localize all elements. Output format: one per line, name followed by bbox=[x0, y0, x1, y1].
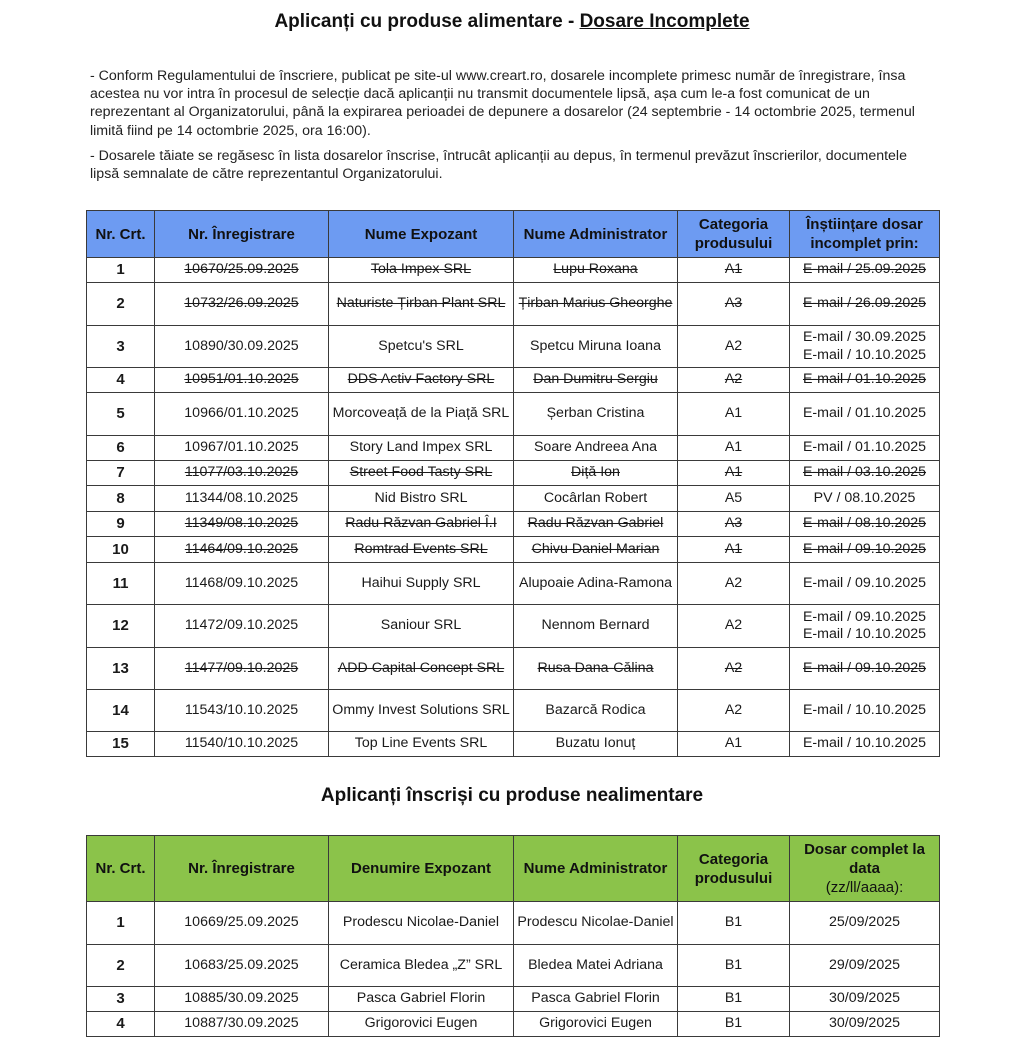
product-category-cell bbox=[678, 368, 790, 393]
administrator-name: Bazarcă Rodica bbox=[545, 701, 646, 718]
exhibitor-name-cell bbox=[329, 461, 514, 486]
col-categoria: Categoria produsului bbox=[678, 211, 790, 258]
table-row bbox=[87, 512, 940, 537]
product-category: A1 bbox=[724, 540, 743, 557]
registration-number-cell bbox=[155, 987, 329, 1012]
administrator-name-cell bbox=[514, 1012, 678, 1037]
notification-cell bbox=[790, 393, 940, 436]
row-number-cell bbox=[87, 258, 155, 283]
administrator-name: Soare Andreea Ana bbox=[533, 439, 658, 456]
administrator-name-cell bbox=[514, 326, 678, 368]
administrator-name: Rusa Dana-Călina bbox=[537, 659, 654, 676]
product-category-cell bbox=[678, 945, 790, 987]
product-category: A5 bbox=[724, 489, 743, 506]
row-number-cell bbox=[87, 461, 155, 486]
col-instiintare: Înștiințare dosar incomplet prin: bbox=[790, 211, 940, 258]
product-category-cell bbox=[678, 436, 790, 461]
col-dosar-complet-label: Dosar complet la data bbox=[804, 841, 925, 877]
notification-cell bbox=[790, 436, 940, 461]
exhibitor-name: DDS Activ Factory SRL bbox=[347, 371, 495, 388]
table-row bbox=[87, 436, 940, 461]
intro-paragraph-2: - Dosarele tăiate se regăsesc în lista dosarelor înscrise, întrucât aplicanții au depus, în termenul prevăzut înscrierilor, documentele lipsă semnalate de către reprezentantul Organizatorului. bbox=[90, 147, 907, 183]
administrator-name-cell bbox=[514, 605, 678, 648]
product-category: A2 bbox=[724, 659, 743, 676]
product-category-cell bbox=[678, 563, 790, 605]
registration-number: 10966/01.10.2025 bbox=[184, 405, 299, 422]
exhibitor-name-cell bbox=[329, 258, 514, 283]
intro-notes bbox=[90, 67, 940, 190]
product-category-cell bbox=[678, 258, 790, 283]
row-number: 10 bbox=[112, 540, 129, 558]
administrator-name-cell bbox=[514, 461, 678, 486]
table-row bbox=[87, 563, 940, 605]
table-row bbox=[87, 258, 940, 283]
exhibitor-name-cell bbox=[329, 902, 514, 945]
exhibitor-name-cell bbox=[329, 563, 514, 605]
registration-number-cell bbox=[155, 512, 329, 537]
product-category: B1 bbox=[724, 990, 743, 1007]
product-category: B1 bbox=[724, 914, 743, 931]
notification: E-mail / 01.10.2025 bbox=[802, 371, 927, 388]
registration-number-cell bbox=[155, 945, 329, 987]
registration-number-cell bbox=[155, 648, 329, 690]
administrator-name-cell bbox=[514, 987, 678, 1012]
administrator-name: Radu Răzvan Gabriel bbox=[527, 515, 664, 532]
row-number: 4 bbox=[116, 371, 125, 389]
registration-number-cell bbox=[155, 537, 329, 563]
product-category: A3 bbox=[724, 295, 743, 312]
registration-number-cell bbox=[155, 283, 329, 326]
exhibitor-name-cell bbox=[329, 945, 514, 987]
exhibitor-name-cell bbox=[329, 393, 514, 436]
complete-date: 25/09/2025 bbox=[828, 914, 900, 931]
complete-date: 30/09/2025 bbox=[828, 1015, 900, 1032]
row-number: 5 bbox=[116, 405, 125, 423]
product-category-cell bbox=[678, 537, 790, 563]
section1-title bbox=[0, 11, 1024, 33]
registration-number-cell bbox=[155, 393, 329, 436]
product-category-cell bbox=[678, 461, 790, 486]
registration-number: 11540/10.10.2025 bbox=[184, 735, 299, 752]
row-number-cell bbox=[87, 987, 155, 1012]
row-number-cell bbox=[87, 436, 155, 461]
administrator-name: Țirban Marius Gheorghe bbox=[518, 295, 673, 312]
registration-number-cell bbox=[155, 461, 329, 486]
product-category-cell bbox=[678, 987, 790, 1012]
notification: E-mail / 30.09.2025 bbox=[802, 329, 927, 345]
registration-number: 10887/30.09.2025 bbox=[184, 1015, 299, 1032]
col-nr-crt: Nr. Crt. bbox=[87, 836, 155, 902]
administrator-name: Diță Ion bbox=[571, 464, 620, 481]
notification: E-mail / 10.10.2025 bbox=[802, 346, 927, 363]
product-category-cell bbox=[678, 1012, 790, 1037]
product-category: A1 bbox=[724, 735, 743, 752]
notification: E-mail / 10.10.2025 bbox=[802, 735, 927, 752]
row-number-cell bbox=[87, 326, 155, 368]
registration-number-cell bbox=[155, 326, 329, 368]
notification: E-mail / 25.09.2025 bbox=[802, 261, 927, 278]
exhibitor-name-cell bbox=[329, 368, 514, 393]
exhibitor-name: Top Line Events SRL bbox=[354, 735, 488, 752]
registration-number-cell bbox=[155, 1012, 329, 1037]
product-category: A2 bbox=[724, 574, 743, 591]
product-category-cell bbox=[678, 732, 790, 757]
administrator-name-cell bbox=[514, 902, 678, 945]
product-category-cell bbox=[678, 902, 790, 945]
registration-number-cell bbox=[155, 563, 329, 605]
exhibitor-name-cell bbox=[329, 605, 514, 648]
registration-number: 10890/30.09.2025 bbox=[184, 337, 299, 354]
registration-number-cell bbox=[155, 690, 329, 732]
product-category: A2 bbox=[724, 617, 743, 634]
row-number-cell bbox=[87, 605, 155, 648]
exhibitor-name-cell bbox=[329, 486, 514, 512]
administrator-name: Nennom Bernard bbox=[541, 617, 650, 634]
complete-files-table bbox=[86, 835, 940, 1037]
notification: E-mail / 10.10.2025 bbox=[802, 626, 927, 642]
product-category: A1 bbox=[724, 464, 743, 481]
product-category: A2 bbox=[724, 701, 743, 718]
registration-number-cell bbox=[155, 258, 329, 283]
notification-cell bbox=[790, 512, 940, 537]
row-number: 2 bbox=[116, 956, 125, 974]
registration-number: 10951/01.10.2025 bbox=[184, 371, 299, 388]
row-number-cell bbox=[87, 486, 155, 512]
row-number: 4 bbox=[116, 1015, 125, 1033]
registration-number: 11344/08.10.2025 bbox=[184, 489, 299, 506]
notification-cell bbox=[790, 732, 940, 757]
row-number-cell bbox=[87, 368, 155, 393]
row-number: 13 bbox=[112, 659, 129, 677]
complete-date: 29/09/2025 bbox=[828, 956, 900, 973]
col-categoria: Categoria produsului bbox=[678, 836, 790, 902]
registration-number: 10669/25.09.2025 bbox=[184, 914, 299, 931]
exhibitor-name: Saniour SRL bbox=[380, 617, 462, 634]
row-number: 9 bbox=[116, 515, 125, 533]
product-category: B1 bbox=[724, 956, 743, 973]
row-number-cell bbox=[87, 945, 155, 987]
registration-number-cell bbox=[155, 902, 329, 945]
exhibitor-name-cell bbox=[329, 283, 514, 326]
notification-cell bbox=[790, 283, 940, 326]
table-row bbox=[87, 987, 940, 1012]
table-header-row bbox=[87, 211, 940, 258]
section2-title: Aplicanți înscriși cu produse nealimentare bbox=[320, 785, 704, 806]
exhibitor-name: Nid Bistro SRL bbox=[374, 489, 468, 506]
registration-number: 10683/25.09.2025 bbox=[184, 956, 299, 973]
exhibitor-name: Pasca Gabriel Florin bbox=[356, 990, 486, 1007]
col-nr-crt: Nr. Crt. bbox=[87, 211, 155, 258]
row-number-cell bbox=[87, 512, 155, 537]
row-number-cell bbox=[87, 690, 155, 732]
table-header-row bbox=[87, 836, 940, 902]
complete-date-cell bbox=[790, 1012, 940, 1037]
administrator-name: Șerban Cristina bbox=[546, 405, 645, 422]
product-category: A1 bbox=[724, 439, 743, 456]
exhibitor-name-cell bbox=[329, 648, 514, 690]
product-category-cell bbox=[678, 393, 790, 436]
notification-cell bbox=[790, 690, 940, 732]
product-category: A1 bbox=[724, 405, 743, 422]
administrator-name: Dan Dumitru Sergiu bbox=[533, 371, 658, 388]
administrator-name-cell bbox=[514, 537, 678, 563]
administrator-name-cell bbox=[514, 393, 678, 436]
row-number: 6 bbox=[116, 439, 125, 457]
table-row bbox=[87, 945, 940, 987]
notification: E-mail / 01.10.2025 bbox=[802, 405, 927, 422]
product-category: A3 bbox=[724, 515, 743, 532]
exhibitor-name: Street Food Tasty SRL bbox=[349, 464, 493, 481]
exhibitor-name-cell bbox=[329, 987, 514, 1012]
exhibitor-name-cell bbox=[329, 436, 514, 461]
notification-cell bbox=[790, 326, 940, 368]
col-nume-expozant: Nume Expozant bbox=[329, 211, 514, 258]
exhibitor-name: Story Land Impex SRL bbox=[349, 439, 493, 456]
notification-cell bbox=[790, 461, 940, 486]
notification: E-mail / 03.10.2025 bbox=[802, 464, 927, 481]
administrator-name: Prodescu Nicolae-Daniel bbox=[517, 914, 674, 931]
row-number: 3 bbox=[116, 990, 125, 1008]
notification: E-mail / 09.10.2025 bbox=[802, 659, 927, 676]
complete-date-cell bbox=[790, 987, 940, 1012]
product-category-cell bbox=[678, 512, 790, 537]
row-number: 1 bbox=[116, 261, 125, 279]
table-row bbox=[87, 902, 940, 945]
table-row bbox=[87, 732, 940, 757]
administrator-name: Lupu Roxana bbox=[553, 261, 638, 278]
col-dosar-complet-format: (zz/ll/aaaa): bbox=[825, 879, 904, 896]
administrator-name: Spetcu Miruna Ioana bbox=[530, 337, 661, 354]
administrator-name-cell bbox=[514, 732, 678, 757]
administrator-name: Chivu Daniel Marian bbox=[531, 540, 660, 557]
col-dosar-complet bbox=[790, 836, 940, 902]
exhibitor-name-cell bbox=[329, 537, 514, 563]
exhibitor-name: Ommy Invest Solutions SRL bbox=[332, 701, 510, 718]
administrator-name: Pasca Gabriel Florin bbox=[531, 990, 660, 1007]
row-number: 11 bbox=[112, 574, 129, 592]
administrator-name: Cocârlan Robert bbox=[543, 489, 648, 506]
exhibitor-name-cell bbox=[329, 732, 514, 757]
product-category-cell bbox=[678, 283, 790, 326]
table-row bbox=[87, 648, 940, 690]
col-nr-inregistrare: Nr. Înregistrare bbox=[155, 211, 329, 258]
exhibitor-name-cell bbox=[329, 326, 514, 368]
row-number: 8 bbox=[116, 489, 125, 507]
row-number: 12 bbox=[112, 617, 129, 635]
registration-number: 11077/03.10.2025 bbox=[184, 464, 299, 481]
notification: E-mail / 01.10.2025 bbox=[802, 439, 927, 456]
intro-paragraph-1: - Conform Regulamentului de înscriere, publicat pe site-ul www.creart.ro, dosarele incomplete primesc număr de înregistrare, însa acestea nu vor intra în procesul de selecție dacă aplicanții nu transmit documentele lipsă, așa cum le-a fost comunicat de un reprezentant al Organizatorului, până la expirarea perioadei de depunere a dosarelor (24 septembrie - 14 octombrie 2025, termenul limită fiind pe 14 octombrie 2025, ora 16:00). bbox=[90, 68, 915, 139]
row-number-cell bbox=[87, 902, 155, 945]
col-denumire-expozant: Denumire Expozant bbox=[329, 836, 514, 902]
row-number-cell bbox=[87, 732, 155, 757]
administrator-name: Grigorovici Eugen bbox=[539, 1015, 652, 1032]
exhibitor-name: Grigorovici Eugen bbox=[364, 1015, 478, 1032]
section1-title-underlined: Dosare Incomplete bbox=[579, 11, 750, 32]
product-category-cell bbox=[678, 486, 790, 512]
registration-number-cell bbox=[155, 486, 329, 512]
exhibitor-name: Ceramica Bledea „Z” SRL bbox=[339, 956, 503, 973]
exhibitor-name: Tola Impex SRL bbox=[370, 261, 472, 278]
row-number: 1 bbox=[116, 914, 125, 932]
row-number-cell bbox=[87, 563, 155, 605]
administrator-name-cell bbox=[514, 486, 678, 512]
registration-number: 11543/10.10.2025 bbox=[184, 701, 299, 718]
notification-cell bbox=[790, 258, 940, 283]
exhibitor-name-cell bbox=[329, 512, 514, 537]
administrator-name: Buzatu Ionuț bbox=[555, 735, 636, 752]
row-number-cell bbox=[87, 1012, 155, 1037]
row-number-cell bbox=[87, 537, 155, 563]
notification: E-mail / 09.10.2025 bbox=[802, 574, 927, 591]
table-row bbox=[87, 690, 940, 732]
administrator-name-cell bbox=[514, 283, 678, 326]
notification-cell bbox=[790, 537, 940, 563]
col-nume-administrator: Nume Administrator bbox=[514, 211, 678, 258]
product-category: A1 bbox=[724, 261, 743, 278]
table-row bbox=[87, 368, 940, 393]
product-category: A2 bbox=[724, 337, 743, 354]
row-number: 2 bbox=[116, 295, 125, 313]
exhibitor-name: Prodescu Nicolae-Daniel bbox=[342, 914, 500, 931]
registration-number-cell bbox=[155, 605, 329, 648]
administrator-name-cell bbox=[514, 436, 678, 461]
row-number: 14 bbox=[112, 701, 129, 719]
row-number-cell bbox=[87, 393, 155, 436]
registration-number: 10885/30.09.2025 bbox=[184, 990, 299, 1007]
registration-number-cell bbox=[155, 368, 329, 393]
registration-number: 11468/09.10.2025 bbox=[184, 574, 299, 591]
notification: E-mail / 08.10.2025 bbox=[802, 515, 927, 532]
registration-number-cell bbox=[155, 436, 329, 461]
notification-cell bbox=[790, 368, 940, 393]
registration-number: 11349/08.10.2025 bbox=[184, 515, 299, 532]
table-row bbox=[87, 326, 940, 368]
exhibitor-name: Haihui Supply SRL bbox=[361, 574, 481, 591]
complete-date-cell bbox=[790, 945, 940, 987]
product-category-cell bbox=[678, 648, 790, 690]
administrator-name-cell bbox=[514, 563, 678, 605]
table-row bbox=[87, 461, 940, 486]
administrator-name-cell bbox=[514, 512, 678, 537]
exhibitor-name: Spetcu's SRL bbox=[378, 337, 464, 354]
administrator-name-cell bbox=[514, 648, 678, 690]
table-row bbox=[87, 537, 940, 563]
table-row bbox=[87, 393, 940, 436]
notification-cell bbox=[790, 486, 940, 512]
table-row bbox=[87, 283, 940, 326]
notification-cell bbox=[790, 605, 940, 648]
registration-number: 11477/09.10.2025 bbox=[184, 659, 299, 676]
registration-number: 11464/09.10.2025 bbox=[184, 540, 299, 557]
registration-number: 10732/26.09.2025 bbox=[184, 295, 299, 312]
exhibitor-name-cell bbox=[329, 690, 514, 732]
exhibitor-name: Naturiste Țirban Plant SRL bbox=[336, 295, 506, 312]
section1-title-main: Aplicanți cu produse alimentare - bbox=[274, 11, 580, 32]
notification-cell bbox=[790, 648, 940, 690]
administrator-name-cell bbox=[514, 258, 678, 283]
exhibitor-name: Romtrad Events SRL bbox=[354, 540, 488, 557]
registration-number: 11472/09.10.2025 bbox=[184, 617, 299, 634]
product-category-cell bbox=[678, 326, 790, 368]
registration-number-cell bbox=[155, 732, 329, 757]
complete-date: 30/09/2025 bbox=[828, 990, 900, 1007]
notification: PV / 08.10.2025 bbox=[813, 489, 916, 506]
row-number-cell bbox=[87, 283, 155, 326]
row-number: 7 bbox=[116, 464, 125, 482]
notification-cell bbox=[790, 563, 940, 605]
table-row bbox=[87, 605, 940, 648]
notification: E-mail / 09.10.2025 bbox=[802, 540, 927, 557]
col-nr-inregistrare: Nr. Înregistrare bbox=[155, 836, 329, 902]
notification: E-mail / 26.09.2025 bbox=[802, 295, 927, 312]
registration-number: 10670/25.09.2025 bbox=[184, 261, 299, 278]
exhibitor-name: Radu Răzvan Gabriel Î.I bbox=[345, 515, 497, 532]
product-category-cell bbox=[678, 690, 790, 732]
complete-date-cell bbox=[790, 902, 940, 945]
product-category: B1 bbox=[724, 1015, 743, 1032]
table-row bbox=[87, 1012, 940, 1037]
notification: E-mail / 09.10.2025 bbox=[802, 608, 927, 625]
administrator-name-cell bbox=[514, 690, 678, 732]
col-nume-administrator: Nume Administrator bbox=[514, 836, 678, 902]
administrator-name-cell bbox=[514, 945, 678, 987]
product-category: A2 bbox=[724, 371, 743, 388]
administrator-name: Bledea Matei Adriana bbox=[528, 956, 663, 973]
table-row bbox=[87, 486, 940, 512]
row-number: 15 bbox=[112, 735, 129, 753]
product-category-cell bbox=[678, 605, 790, 648]
registration-number: 10967/01.10.2025 bbox=[184, 439, 299, 456]
exhibitor-name: ADD Capital Concept SRL bbox=[337, 659, 505, 676]
exhibitor-name-cell bbox=[329, 1012, 514, 1037]
exhibitor-name: Morcoveață de la Piață SRL bbox=[332, 405, 510, 422]
administrator-name: Alupoaie Adina-Ramona bbox=[518, 574, 672, 591]
notification: E-mail / 10.10.2025 bbox=[802, 701, 927, 718]
row-number: 3 bbox=[116, 337, 125, 355]
incomplete-files-table bbox=[86, 210, 940, 757]
row-number-cell bbox=[87, 648, 155, 690]
administrator-name-cell bbox=[514, 368, 678, 393]
